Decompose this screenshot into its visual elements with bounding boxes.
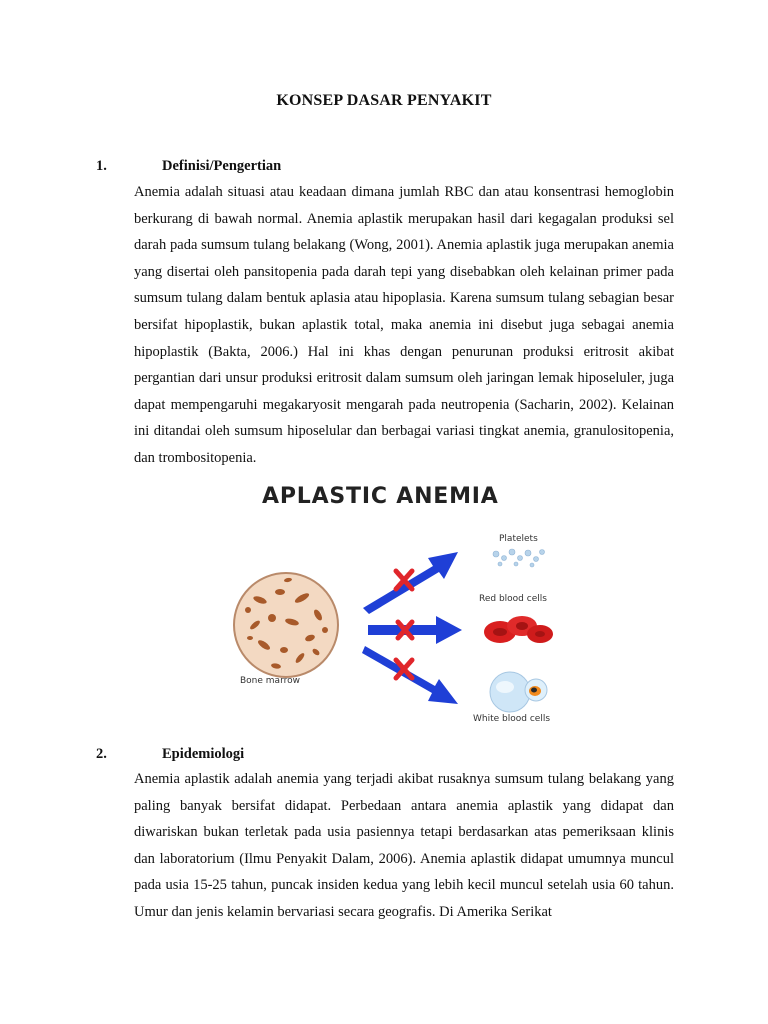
section-title: Definisi/Pengertian (162, 158, 282, 174)
section-number: 1. (96, 158, 107, 174)
section-number: 2. (96, 746, 107, 762)
red-blood-cells-label: Red blood cells (479, 594, 547, 604)
figure-illustration (200, 480, 600, 730)
arrow-middle (368, 616, 462, 644)
section-title: Epidemiologi (162, 746, 245, 762)
aplastic-anemia-figure (200, 480, 600, 730)
section-paragraph-epidemiologi: Anemia aplastik adalah anemia yang terjadi akibat rusaknya sumsum tulang belakang yang paling banyak bersifat didapat. Perbedaan antara anemia aplastik yang didapat dan diwariskan bukan terletak pada usia pasiennya tetapi berdasarkan atas pemeriksaan klinis dan laboratorium (Ilmu Penyakit Dalam, 2006). Anemia aplastik didapat umumnya muncul pada usia 15-25 tahun, puncak insiden kedua yang lebih kecil muncul setelah usia 60 tahun. Umur dan jenis kelamin bervariasi secara geografis. Di Amerika Serikat (134, 771, 674, 920)
platelets-icon (493, 549, 545, 567)
figure-title: APLASTIC ANEMIA (262, 484, 499, 509)
white-blood-cells-icon (490, 672, 547, 712)
section-paragraph-definisi: Anemia adalah situasi atau keadaan dimana jumlah RBC dan atau konsentrasi hemoglobin berkurang di bawah normal. Anemia aplastik merupakan hasil dari kegagalan produksi sel darah pada sumsum tulang belakang (Wong, 2001). Anemia aplastik juga merupakan anemia yang disertai oleh pansitopenia pada darah tepi yang disebabkan oleh kelainan primer pada sumsum tulang dalam bentuk aplasia atau hipoplasia. Karena sumsum tulang sebagian besar bersifat hipoplastik, bukan aplastik total, maka anemia ini disebut juga sebagai anemia hipoplastik (Bakta, 2006.) Hal ini khas dengan penurunan produksi eritrosit akibat pergantian dari unsur produksi eritrosit dalam sumsum oleh jaringan lemak hiposeluler, juga dapat mempengaruhi megakaryosit mengarah pada neutropenia (Sacharin, 2002). Kelainan ini ditandai oleh sumsum hiposelular dan berbagai variasi tingkat anemia, granulositopenia, dan trombositopenia. (134, 184, 674, 466)
bone-marrow-icon (234, 573, 338, 677)
bone-marrow-label: Bone marrow (240, 676, 300, 686)
red-blood-cells-icon (484, 616, 553, 643)
white-blood-cells-label: White blood cells (473, 714, 551, 724)
arrow-up (363, 552, 458, 614)
document-title: KONSEP DASAR PENYAKIT (276, 92, 492, 109)
platelets-label: Platelets (499, 534, 538, 544)
